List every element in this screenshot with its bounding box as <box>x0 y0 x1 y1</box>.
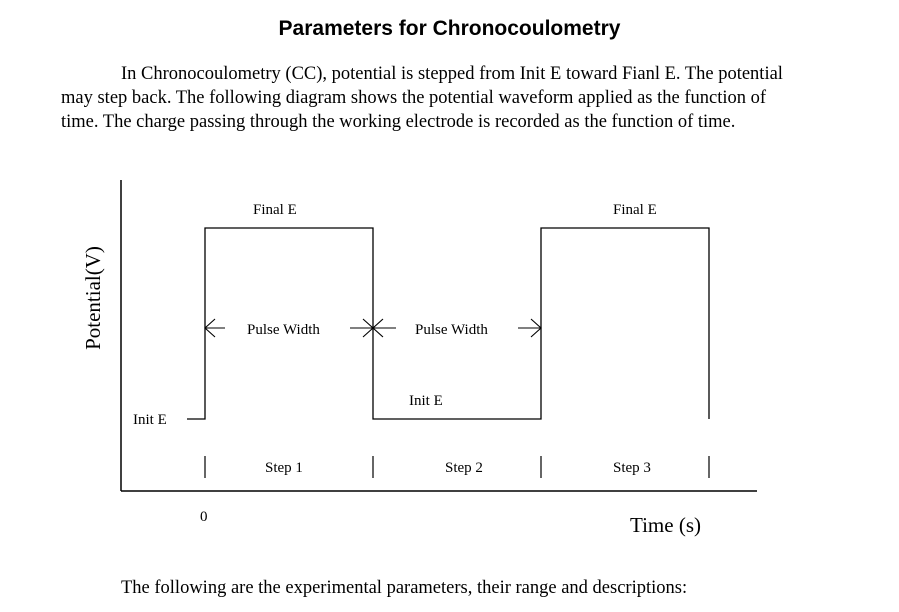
step-3-label: Step 3 <box>613 460 651 476</box>
init-e-label-2: Init E <box>409 393 443 409</box>
intro-line-2: may step back. The following diagram shows the potential waveform applied as the function of <box>61 88 767 108</box>
final-e-label-2: Final E <box>613 202 657 218</box>
final-e-label-1: Final E <box>253 202 297 218</box>
init-e-label-1: Init E <box>133 412 167 428</box>
origin-label: 0 <box>200 509 208 525</box>
pulse-width-label-1: Pulse Width <box>247 322 320 338</box>
intro-line-1: In Chronocoulometry (CC), potential is stepped from Init E toward Fianl E. The potential <box>121 64 783 84</box>
x-axis-label: Time (s) <box>630 513 701 537</box>
page-title: Parameters for Chronocoulometry <box>278 17 621 40</box>
parameters-intro-text: The following are the experimental parameters, their range and descriptions: <box>121 578 688 598</box>
pulse-width-label-2: Pulse Width <box>415 322 488 338</box>
intro-line-3: time. The charge passing through the working electrode is recorded as the function of time. <box>61 112 736 132</box>
y-axis-label: Potential(V) <box>81 246 105 350</box>
step-1-label: Step 1 <box>265 460 303 476</box>
step-2-label: Step 2 <box>445 460 483 476</box>
